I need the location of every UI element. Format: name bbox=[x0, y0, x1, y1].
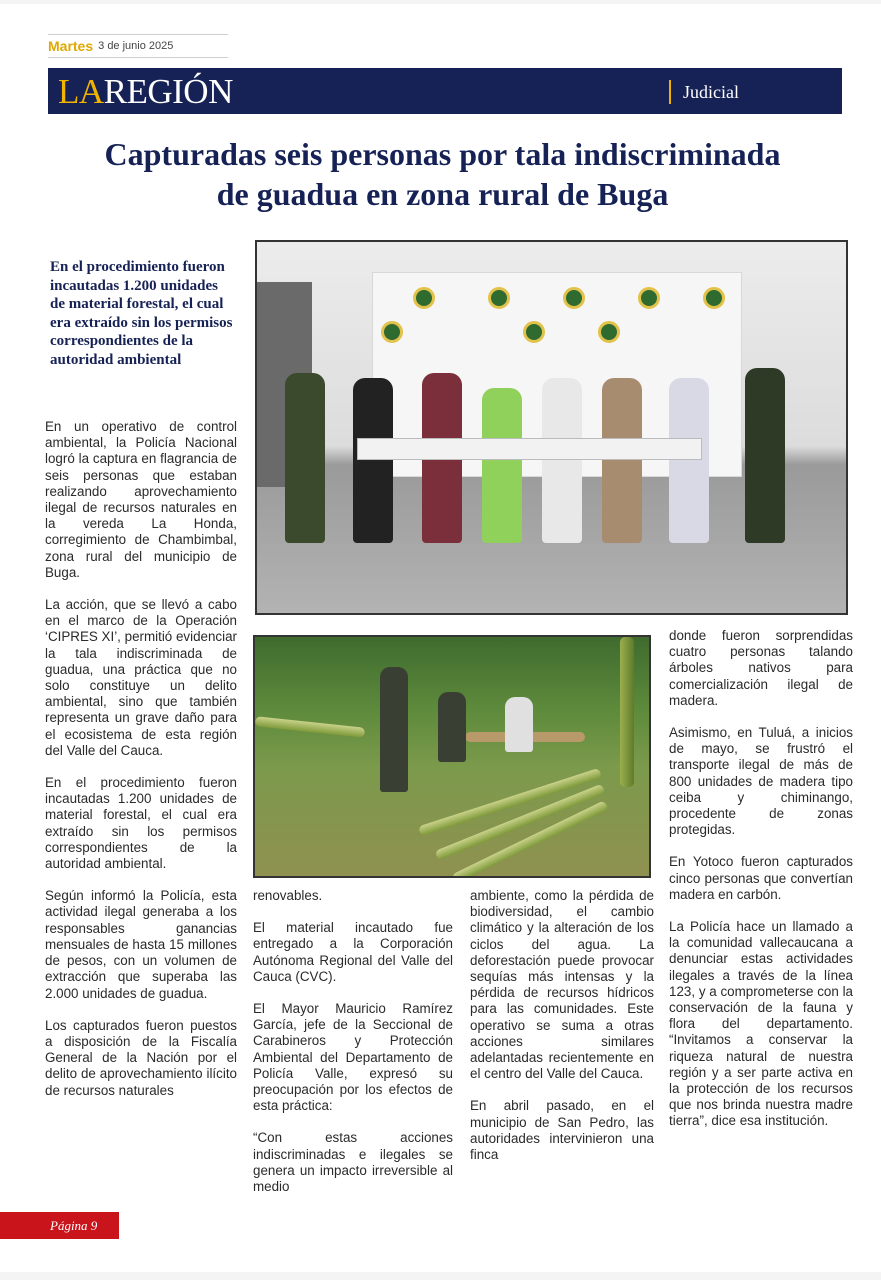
paragraph: Asimismo, en Tuluá, a inicios de mayo, se frustró el transporte ilegal de más de 800 unidades de madera tipo ceiba y chiminango, procedente de zonas protegidas. bbox=[669, 725, 853, 838]
paragraph: El material incautado fue entregado a la Corporación Autónoma Regional del Valle del Cauca (CVC). bbox=[253, 920, 453, 984]
paragraph: ambiente, como la pérdida de biodiversidad, el cambio climático y la alteración de los ciclos del agua. La deforestación puede provocar sequías más intensas y la pérdida de recursos hídricos para las comunidades. Este operativo se suma a otras acciones similares adelantadas recientemente en el centro del Valle del Cauca. bbox=[470, 888, 654, 1082]
section-label: Judicial bbox=[669, 80, 739, 104]
detainee-figure bbox=[669, 378, 709, 543]
police-officer-figure bbox=[438, 692, 466, 762]
page-number-tab bbox=[0, 1212, 119, 1239]
police-officer-figure bbox=[285, 373, 325, 543]
paragraph: En Yotoco fueron capturados cinco personas que convertían madera en carbón. bbox=[669, 854, 853, 902]
police-emblem-icon bbox=[381, 321, 403, 343]
logo-la: LA bbox=[58, 72, 104, 111]
detainee-figure bbox=[353, 378, 393, 543]
paragraph: La Policía hace un llamado a la comunidad vallecaucana a denunciar estas actividades ilegales a través de la línea 123, y a comprometerse con la conservación de la fauna y flora del departamento. “Invitamos a conservar la riqueza natural de nuestra región y a ser parte activa en la protección de los recursos que nos brinda nuestra madre tierra”, dice esa institución. bbox=[669, 919, 853, 1129]
dateline-date: 3 de junio 2025 bbox=[98, 40, 174, 52]
text-column-1 bbox=[45, 419, 237, 1115]
police-emblem-icon bbox=[638, 287, 660, 309]
photo-detainees bbox=[255, 240, 848, 615]
police-emblem-icon bbox=[488, 287, 510, 309]
article-lead: En el procedimiento fueron incautadas 1.200 unidades de material forestal, el cual era extraído sin los permisos correspondientes de la autoridad ambiental bbox=[50, 259, 233, 368]
paragraph: El Mayor Mauricio Ramírez García, jefe de la Seccional de Carabineros y Protección Ambiental del Departamento de Policía Valle, expresó su preocupación por los efectos de esta práctica: bbox=[253, 1001, 453, 1114]
paragraph: Los capturados fueron puestos a disposición de la Fiscalía General de la Nación por el delito de aprovechamiento ilícito de recursos naturales bbox=[45, 1017, 237, 1098]
bamboo-stalk bbox=[255, 716, 365, 737]
logo-region: REGIÓN bbox=[103, 72, 233, 111]
police-emblem-icon bbox=[563, 287, 585, 309]
police-emblem-icon bbox=[413, 287, 435, 309]
masthead bbox=[48, 68, 842, 114]
paragraph: La acción, que se llevó a cabo en el marco de la Operación ‘CIPRES XI’, permitió evidenciar la tala indiscriminada de guadua, una práctica que no solo constituye un delito ambiental, sino que también representa un grave daño para el ecosistema de esta región del Valle del Cauca. bbox=[45, 597, 238, 758]
bamboo-standing bbox=[620, 637, 634, 787]
text-column-2 bbox=[253, 888, 453, 1211]
detainee-figure bbox=[542, 378, 582, 543]
paragraph: En el procedimiento fueron incautadas 1.200 unidades de material forestal, el cual era extraído sin los permisos correspondientes de la autoridad ambiental. bbox=[45, 775, 237, 872]
evidence-table bbox=[357, 438, 702, 460]
police-officer-figure bbox=[745, 368, 785, 543]
detainee-figure bbox=[482, 388, 522, 543]
police-officer-figure bbox=[380, 667, 408, 792]
newspaper-page bbox=[0, 4, 881, 1272]
text-column-4 bbox=[669, 628, 853, 1146]
headline-line-2: de guadua en zona rural de Buga bbox=[216, 176, 669, 212]
paragraph: En abril pasado, en el municipio de San Pedro, las autoridades intervinieron una finca bbox=[470, 1098, 654, 1163]
person-figure bbox=[505, 697, 533, 752]
page-number: Página 9 bbox=[50, 1217, 98, 1233]
police-emblem-icon bbox=[523, 321, 545, 343]
paragraph: “Con estas acciones indiscriminadas e ilegales se genera un impacto irreversible al medio bbox=[253, 1130, 453, 1195]
newspaper-logo bbox=[58, 72, 233, 112]
photo-bamboo-field bbox=[253, 635, 651, 878]
paragraph: En un operativo de control ambiental, la Policía Nacional logró la captura en flagrancia de seis personas que estaban realizando aprovechamiento ilegal de recursos naturales en la vereda La Honda, corregimiento de Chambimbal, zona rural del municipio de Buga. bbox=[45, 419, 237, 580]
headline-line-1: Capturadas seis personas por tala indiscriminada bbox=[104, 136, 781, 172]
text-column-3 bbox=[470, 888, 654, 1179]
detainee-figure bbox=[602, 378, 642, 543]
dateline-day: Martes bbox=[48, 38, 94, 54]
paragraph: Según informó la Policía, esta actividad ilegal generaba a los responsables ganancias mensuales de hasta 15 millones de pesos, con un volumen de extracción que superaba las 2.000 unidades de guadua. bbox=[45, 888, 237, 1001]
paragraph: renovables. bbox=[253, 888, 323, 903]
paragraph: donde fueron sorprendidas cuatro personas talando árboles nativos para comercialización ilegal de madera. bbox=[669, 628, 853, 708]
police-emblem-icon bbox=[598, 321, 620, 343]
police-emblem-icon bbox=[703, 287, 725, 309]
dateline bbox=[48, 34, 228, 58]
article-headline bbox=[30, 134, 855, 214]
